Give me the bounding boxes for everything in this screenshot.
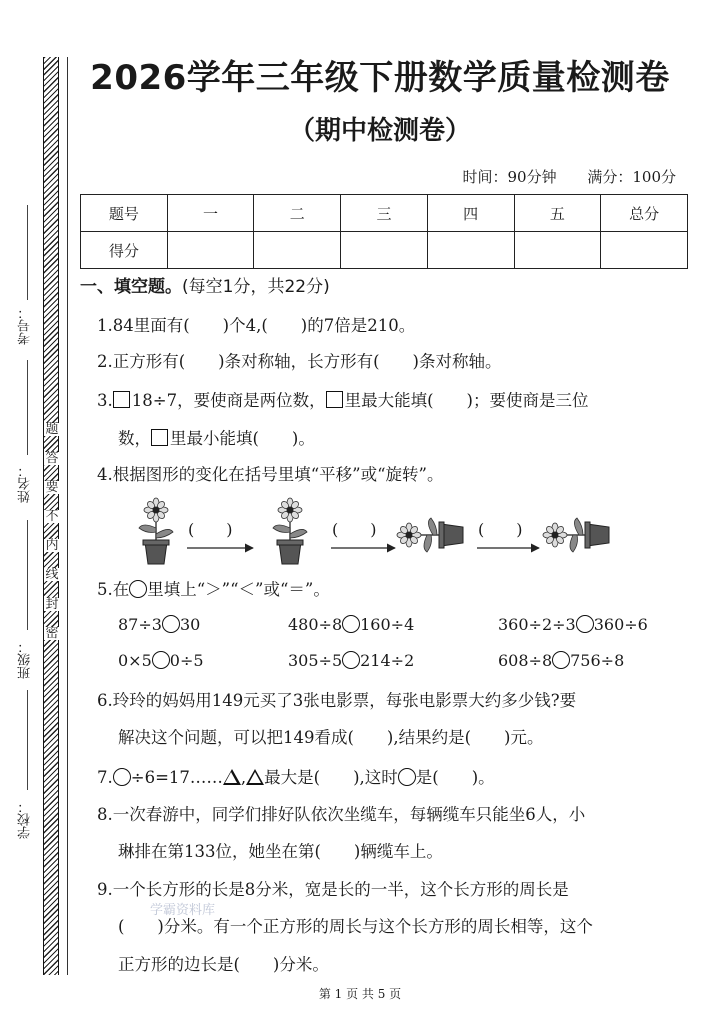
blank-square-icon bbox=[113, 391, 130, 408]
name-label: 姓名： bbox=[18, 464, 33, 503]
question-3-line2 bbox=[118, 425, 315, 449]
question-number: 3. bbox=[97, 391, 113, 410]
seal-char: 题 bbox=[45, 422, 59, 437]
seal-char: 密 bbox=[45, 626, 59, 641]
name-blank[interactable] bbox=[27, 360, 28, 455]
compare-circle-icon[interactable] bbox=[342, 615, 360, 633]
question-2: 2.正方形有( )条对称轴，长方形有( )条对称轴。 bbox=[97, 352, 502, 371]
score-input-cell[interactable] bbox=[341, 232, 428, 269]
question-7 bbox=[97, 764, 495, 788]
score-input-cell[interactable] bbox=[254, 232, 341, 269]
page-footer: 第 1 页 共 5 页 bbox=[318, 987, 402, 1001]
question-6-line1: 6.玲玲的妈妈用149元买了3张电影票，每张电影票大约多少钱?要 bbox=[97, 691, 577, 710]
q3-text-b: 里最大能填( )；要使商是三位 bbox=[344, 391, 589, 410]
score-input-cell[interactable] bbox=[601, 232, 688, 269]
watermark: 学霸资料库 bbox=[150, 903, 216, 918]
section-heading bbox=[80, 272, 330, 297]
exam-number-blank[interactable] bbox=[27, 205, 28, 300]
seal-char: 要 bbox=[45, 480, 59, 495]
school-label: 学校： bbox=[18, 800, 33, 839]
question-8-line2: 琳排在第133位，她坐在第( )辆缆车上。 bbox=[118, 842, 443, 861]
q3-text-a: 18÷7，要使商是两位数， bbox=[131, 391, 326, 410]
compare-circle-icon[interactable] bbox=[576, 615, 594, 633]
question-8-line1: 8.一次春游中，同学们排好队依次坐缆车，每辆缆车只能坐6人，小 bbox=[97, 805, 586, 824]
score-input-cell[interactable] bbox=[167, 232, 254, 269]
q5-text-b: 里填上“＞”“＜”或“＝”。 bbox=[147, 580, 330, 599]
compare-left: 608÷8 bbox=[498, 651, 553, 670]
score-table bbox=[80, 194, 688, 269]
flower-pot-icon bbox=[139, 498, 173, 564]
compare-left: 87÷3 bbox=[118, 615, 162, 634]
table-cell: 总分 bbox=[601, 195, 688, 232]
circle-symbol-icon bbox=[398, 768, 416, 786]
seal-char: 内 bbox=[45, 538, 59, 553]
table-cell: 题号 bbox=[81, 195, 168, 232]
q3-text-c: 数， bbox=[118, 429, 151, 448]
compare-left: 480÷8 bbox=[288, 615, 343, 634]
compare-circle-icon bbox=[129, 580, 147, 598]
q5-text-a: 5.在 bbox=[97, 580, 130, 599]
compare-right: 360÷6 bbox=[593, 615, 648, 634]
question-9-line1: 9.一个长方形的长是8分米，宽是长的一半，这个长方形的周长是 bbox=[97, 880, 569, 899]
compare-item bbox=[118, 615, 200, 634]
compare-item bbox=[498, 615, 648, 634]
answer-blank[interactable]: ( ) bbox=[478, 520, 523, 539]
seal-char: 线 bbox=[45, 567, 59, 582]
blank-square-icon bbox=[326, 391, 343, 408]
compare-right: 30 bbox=[179, 615, 201, 634]
class-blank[interactable] bbox=[27, 520, 28, 630]
class-label: 班级： bbox=[18, 640, 33, 679]
question-4: 4.根据图形的变化在括号里填“平移”或“旋转”。 bbox=[97, 465, 444, 484]
flower-pot-icon bbox=[273, 498, 307, 564]
compare-item bbox=[288, 651, 414, 670]
compare-left: 305÷5 bbox=[288, 651, 343, 670]
compare-circle-icon[interactable] bbox=[552, 651, 570, 669]
exam-title: 2026学年三年级下册数学质量检测卷 bbox=[90, 58, 670, 98]
compare-item bbox=[118, 651, 204, 670]
triangle-symbol-icon bbox=[246, 769, 264, 785]
seal-char: 答 bbox=[45, 451, 59, 466]
question-6-line2: 解决这个问题，可以把149看成( ),结果约是( )元。 bbox=[118, 728, 544, 747]
table-cell: 得分 bbox=[81, 232, 168, 269]
question-9-line3: 正方形的边长是( )分米。 bbox=[118, 955, 329, 974]
table-cell: 三 bbox=[341, 195, 428, 232]
time-limit: 时间：90分钟 bbox=[462, 168, 557, 186]
exam-number-label: 考号： bbox=[18, 306, 33, 345]
compare-left: 360÷2÷3 bbox=[498, 615, 576, 634]
question-3-line1 bbox=[97, 387, 588, 411]
table-cell: 一 bbox=[167, 195, 254, 232]
flower-pot-rotated-icon bbox=[397, 518, 463, 552]
question-number: 7. bbox=[97, 768, 113, 787]
blank-square-icon bbox=[151, 429, 168, 446]
seal-char: 不 bbox=[45, 509, 59, 524]
answer-blank[interactable]: ( ) bbox=[188, 520, 233, 539]
compare-circle-icon[interactable] bbox=[162, 615, 180, 633]
seal-char: 封 bbox=[45, 597, 59, 612]
exam-subtitle: （期中检测卷） bbox=[288, 116, 471, 146]
compare-circle-icon[interactable] bbox=[342, 651, 360, 669]
school-blank[interactable] bbox=[27, 690, 28, 790]
compare-left: 0×5 bbox=[118, 651, 152, 670]
score-table-score-row bbox=[81, 232, 688, 269]
score-input-cell[interactable] bbox=[514, 232, 601, 269]
question-5 bbox=[97, 576, 330, 600]
question-1: 1.84里面有( )个4,( )的7倍是210。 bbox=[97, 316, 416, 335]
flower-pot-rotated-icon bbox=[543, 518, 609, 552]
score-table-header-row bbox=[81, 195, 688, 232]
exam-meta bbox=[436, 166, 676, 187]
compare-circle-icon[interactable] bbox=[152, 651, 170, 669]
score-input-cell[interactable] bbox=[427, 232, 514, 269]
section-points: (每空1分，共22分) bbox=[182, 277, 330, 297]
answer-blank[interactable]: ( ) bbox=[332, 520, 377, 539]
q3-text-d: 里最小能填( )。 bbox=[170, 429, 315, 448]
compare-item bbox=[288, 615, 414, 634]
triangle-symbol-icon bbox=[223, 769, 241, 785]
compare-right: 756÷8 bbox=[570, 651, 625, 670]
question-9-line2: ( )分米。有一个正方形的周长与这个长方形的周长相等，这个 bbox=[118, 917, 593, 936]
circle-symbol-icon bbox=[113, 768, 131, 786]
compare-right: 214÷2 bbox=[360, 651, 415, 670]
compare-right: 160÷4 bbox=[360, 615, 415, 634]
q7-text-a: ÷6=17…… bbox=[130, 768, 223, 787]
section-title: 一、填空题。 bbox=[80, 277, 182, 297]
table-cell: 四 bbox=[427, 195, 514, 232]
table-cell: 五 bbox=[514, 195, 601, 232]
q7-text-c: 最大是( ),这时 bbox=[264, 768, 398, 787]
table-cell: 二 bbox=[254, 195, 341, 232]
full-score: 满分：100分 bbox=[587, 168, 676, 186]
compare-right: 0÷5 bbox=[169, 651, 204, 670]
margin-rule bbox=[67, 57, 68, 975]
q7-text-d: 是( )。 bbox=[415, 768, 495, 787]
compare-item bbox=[498, 651, 624, 670]
q7-text-b: , bbox=[240, 768, 247, 787]
